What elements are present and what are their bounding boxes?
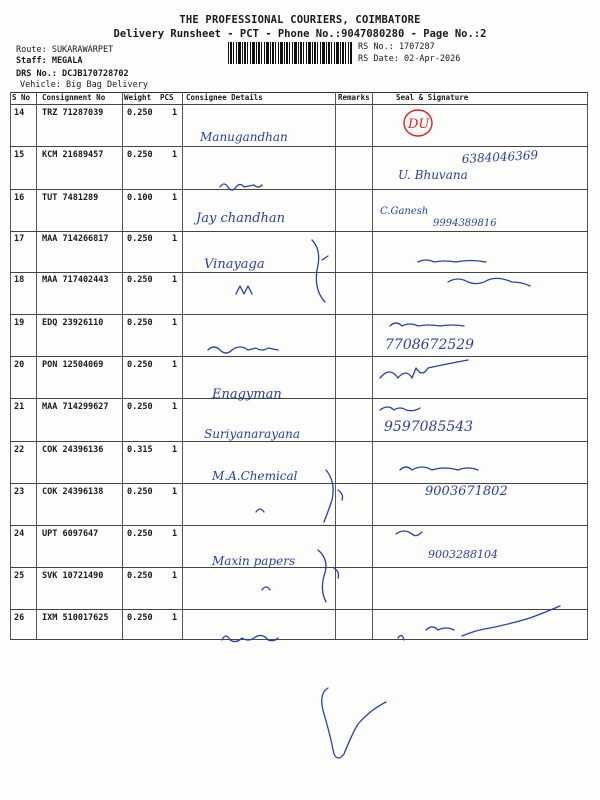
signature-scribble <box>398 627 454 640</box>
consignee-handwriting: Enagyman <box>212 387 282 402</box>
signature-handwriting: 7708672529 <box>385 337 475 353</box>
consignee-handwriting: Maxin papers <box>212 554 296 568</box>
stamp-circle <box>404 110 432 136</box>
table-cell-consignment: COK 24396138 <box>42 487 104 497</box>
bracket-mark <box>312 240 328 302</box>
table-cell-sno: 22 <box>14 445 25 455</box>
table-cell-sno: 25 <box>14 571 25 581</box>
col-header-sno: S No <box>12 93 31 102</box>
signature-handwriting: U. Bhuvana <box>398 168 468 182</box>
col-header-pcs: PCS <box>160 93 174 102</box>
table-cell-consignment: KCM 21689457 <box>42 150 104 160</box>
signature-handwriting: 9003671802 <box>425 484 508 499</box>
table-cell-weight: 0.250 <box>127 529 153 539</box>
table-cell-weight: 0.250 <box>127 613 153 623</box>
table-cell-weight: 0.250 <box>127 487 153 497</box>
table-cell-weight: 0.250 <box>127 318 153 328</box>
table-cell-sno: 15 <box>14 150 25 160</box>
signature-scribble <box>462 606 560 636</box>
scribble-mark <box>256 509 264 512</box>
table-cell-pcs: 1 <box>172 571 178 581</box>
table-cell-pcs: 1 <box>172 402 178 412</box>
table-cell-sno: 17 <box>14 234 25 244</box>
table-cell-sno: 23 <box>14 487 25 497</box>
drs-label: DRS No.: DCJB170728702 <box>16 69 129 79</box>
table-cell-consignment: EDQ 23926110 <box>42 318 104 328</box>
table-cell-weight: 0.250 <box>127 571 153 581</box>
table-cell-consignment: MAA 714299627 <box>42 402 109 412</box>
bracket-mark <box>318 550 339 602</box>
table-cell-pcs: 1 <box>172 275 178 285</box>
table-cell-pcs: 1 <box>172 108 178 118</box>
consignee-handwriting: M.A.Chemical <box>212 469 298 483</box>
consignee-handwriting: Manugandhan <box>200 130 288 144</box>
table-cell-consignment: IXM 510017625 <box>42 613 109 623</box>
col-header-consignment: Consignment No <box>42 93 106 102</box>
table-cell-pcs: 1 <box>172 487 178 497</box>
table-cell-weight: 0.250 <box>127 234 153 244</box>
table-cell-consignment: COK 24396136 <box>42 445 104 455</box>
signature-scribble <box>380 407 420 411</box>
col-header-remarks: Remarks <box>338 93 370 102</box>
table-cell-weight: 0.250 <box>127 275 153 285</box>
rs-date: RS Date: 02-Apr-2026 <box>358 54 461 64</box>
col-header-consignee: Consignee Details <box>186 93 263 102</box>
table-cell-pcs: 1 <box>172 234 178 244</box>
footer-signature <box>322 688 386 758</box>
table-cell-consignment: SVK 10721490 <box>42 571 104 581</box>
signature-scribble <box>390 323 464 326</box>
col-header-seal: Seal & Signature <box>396 93 469 102</box>
table-cell-sno: 19 <box>14 318 25 328</box>
table-cell-consignment: TUT 7481289 <box>42 193 99 203</box>
table-cell-pcs: 1 <box>172 529 178 539</box>
signature-scribble <box>418 260 530 286</box>
table-cell-pcs: 1 <box>172 360 178 370</box>
table-cell-consignment: PON 12504069 <box>42 360 104 370</box>
consignee-handwriting: Suriyanarayana <box>204 427 301 441</box>
vehicle-label: Vehicle: Big Bag Delivery <box>20 80 148 90</box>
route-label: Route: SUKARAWARPET <box>16 45 114 55</box>
runsheet-title: THE PROFESSIONAL COURIERS, COIMBATORE <box>179 14 421 26</box>
signature-handwriting: 9994389816 <box>433 218 497 229</box>
table-cell-consignment: MAA 714266817 <box>42 234 109 244</box>
signature-scribble <box>396 531 422 536</box>
table-cell-sno: 16 <box>14 193 25 203</box>
stamp-text: DU <box>408 117 430 132</box>
table-cell-pcs: 1 <box>172 150 178 160</box>
runsheet-subtitle: Delivery Runsheet - PCT - Phone No.:9047080280 - Page No.:2 <box>113 28 487 40</box>
tamil-scribble <box>208 347 278 353</box>
signature-handwriting: C.Ganesh <box>380 206 429 217</box>
signature-scribble <box>380 360 468 378</box>
tamil-scribble <box>222 635 278 641</box>
table-cell-weight: 0.250 <box>127 150 153 160</box>
table-cell-consignment: MAA 717402443 <box>42 275 109 285</box>
scribble-mark <box>262 587 270 590</box>
table-cell-weight: 0.250 <box>127 108 153 118</box>
table-cell-sno: 24 <box>14 529 25 539</box>
table-cell-weight: 0.250 <box>127 360 153 370</box>
table-cell-pcs: 1 <box>172 445 178 455</box>
table-cell-sno: 26 <box>14 613 25 623</box>
signature-handwriting: 9003288104 <box>428 548 498 561</box>
table-cell-sno: 18 <box>14 275 25 285</box>
signature-handwriting: 9597085543 <box>384 419 474 435</box>
scribble-mark <box>236 286 252 294</box>
table-cell-consignment: UPT 6097647 <box>42 529 99 539</box>
staff-label: Staff: MEGALA <box>16 56 83 66</box>
table-cell-weight: 0.100 <box>127 193 153 203</box>
table-cell-pcs: 1 <box>172 193 178 203</box>
consignee-handwriting: Vinayaga <box>204 257 265 272</box>
signature-handwriting: 6384046369 <box>461 148 539 166</box>
table-cell-weight: 0.250 <box>127 402 153 412</box>
consignee-handwriting: Jay chandhan <box>196 211 286 226</box>
bracket-mark <box>324 470 343 522</box>
table-cell-sno: 21 <box>14 402 25 412</box>
table-cell-weight: 0.315 <box>127 445 153 455</box>
table-cell-consignment: TRZ 71287039 <box>42 108 104 118</box>
table-cell-sno: 20 <box>14 360 25 370</box>
rs-number: RS No.: 1707287 <box>358 42 435 52</box>
tamil-scribble <box>220 184 262 190</box>
table-cell-pcs: 1 <box>172 613 178 623</box>
table-cell-pcs: 1 <box>172 318 178 328</box>
col-header-weight: Weight <box>124 93 152 102</box>
signature-scribble <box>400 467 478 470</box>
table-cell-sno: 14 <box>14 108 25 118</box>
